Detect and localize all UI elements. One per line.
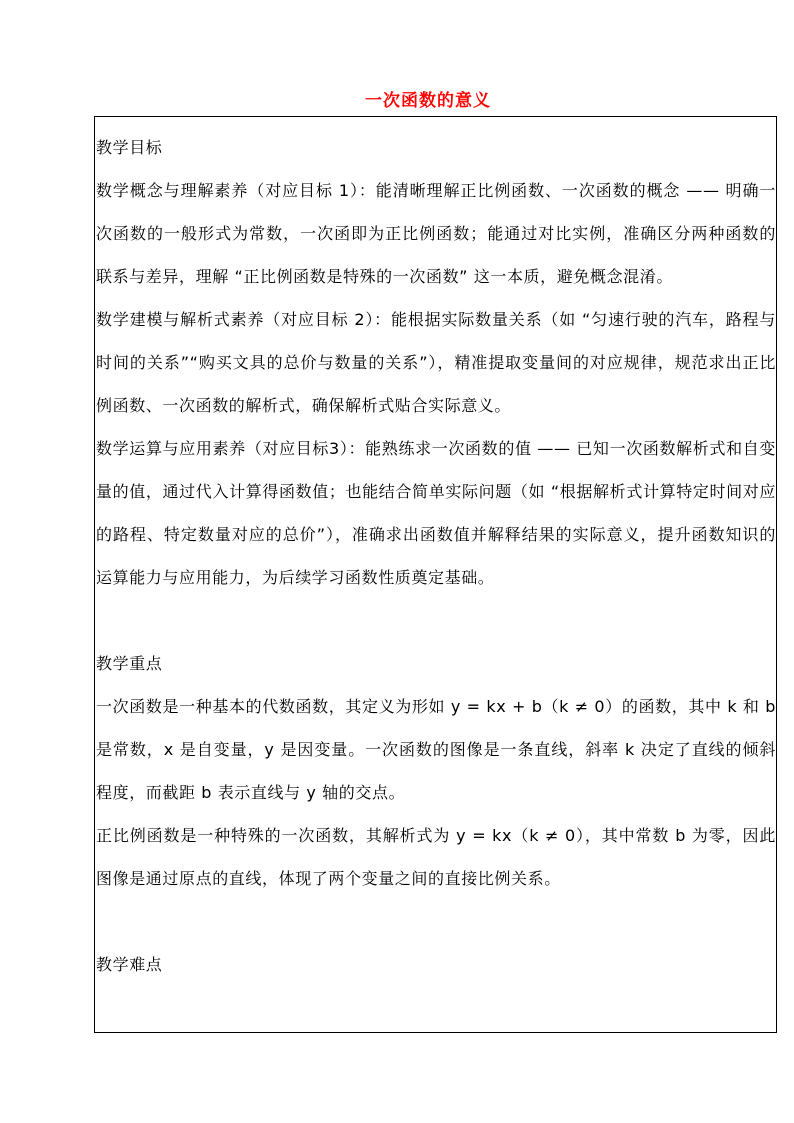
section-heading-key-points: 教学重点 bbox=[96, 654, 163, 673]
objective-paragraph-3: 数学运算与应用素养（对应目标3）：能熟练求一次函数的值 —— 已知一次函数解析式和自变量的值，通过代入计算得函数值；也能结合简单实际问题（如 “根据解析式计算特定时间对应的路程、特定数量对应的总价”），准确求出函数值并解释结果的实际意义，提升函数知识的运算能力与应用能力，为后续学习函数性质奠定基础。 bbox=[96, 439, 776, 587]
section-heading-difficulties: 教学难点 bbox=[96, 955, 163, 974]
content-cell bbox=[95, 117, 776, 986]
blank-line bbox=[96, 900, 776, 943]
key-point-paragraph-1: 一次函数是一种基本的代数函数，其定义为形如 y = kx + b（k ≠ 0）的函数，其中 k 和 b 是常数，x 是自变量，y 是因变量。一次函数的图像是一条直线，斜率 k 决定了直线的倾斜程度，而截距 b 表示直线与 y 轴的交点。 bbox=[96, 697, 776, 802]
objective-paragraph-1: 数学概念与理解素养（对应目标 1）：能清晰理解正比例函数、一次函数的概念 —— 明确一次函数的一般形式为常数，一次函即为正比例函数；能通过对比实例，准确区分两种函数的联系与差异，理解 “正比例函数是特殊的一次函数” 这一本质，避免概念混淆。 bbox=[96, 181, 776, 286]
page-title: 一次函数的意义 bbox=[365, 91, 491, 111]
key-point-paragraph-2: 正比例函数是一种特殊的一次函数，其解析式为 y = kx（k ≠ 0），其中常数 b 为零，因此图像是通过原点的直线，体现了两个变量之间的直接比例关系。 bbox=[96, 826, 776, 888]
section-heading-objectives: 教学目标 bbox=[96, 138, 163, 157]
blank-line bbox=[96, 599, 776, 642]
objective-paragraph-2: 数学建模与解析式素养（对应目标 2）：能根据实际数量关系（如 “匀速行驶的汽车，路程与时间的关系”“购买文具的总价与数量的关系”），精准提取变量间的对应规律，规范求出正比例函数、一次函数的解析式，确保解析式贴合实际意义。 bbox=[96, 310, 776, 415]
content-table bbox=[94, 116, 777, 1033]
